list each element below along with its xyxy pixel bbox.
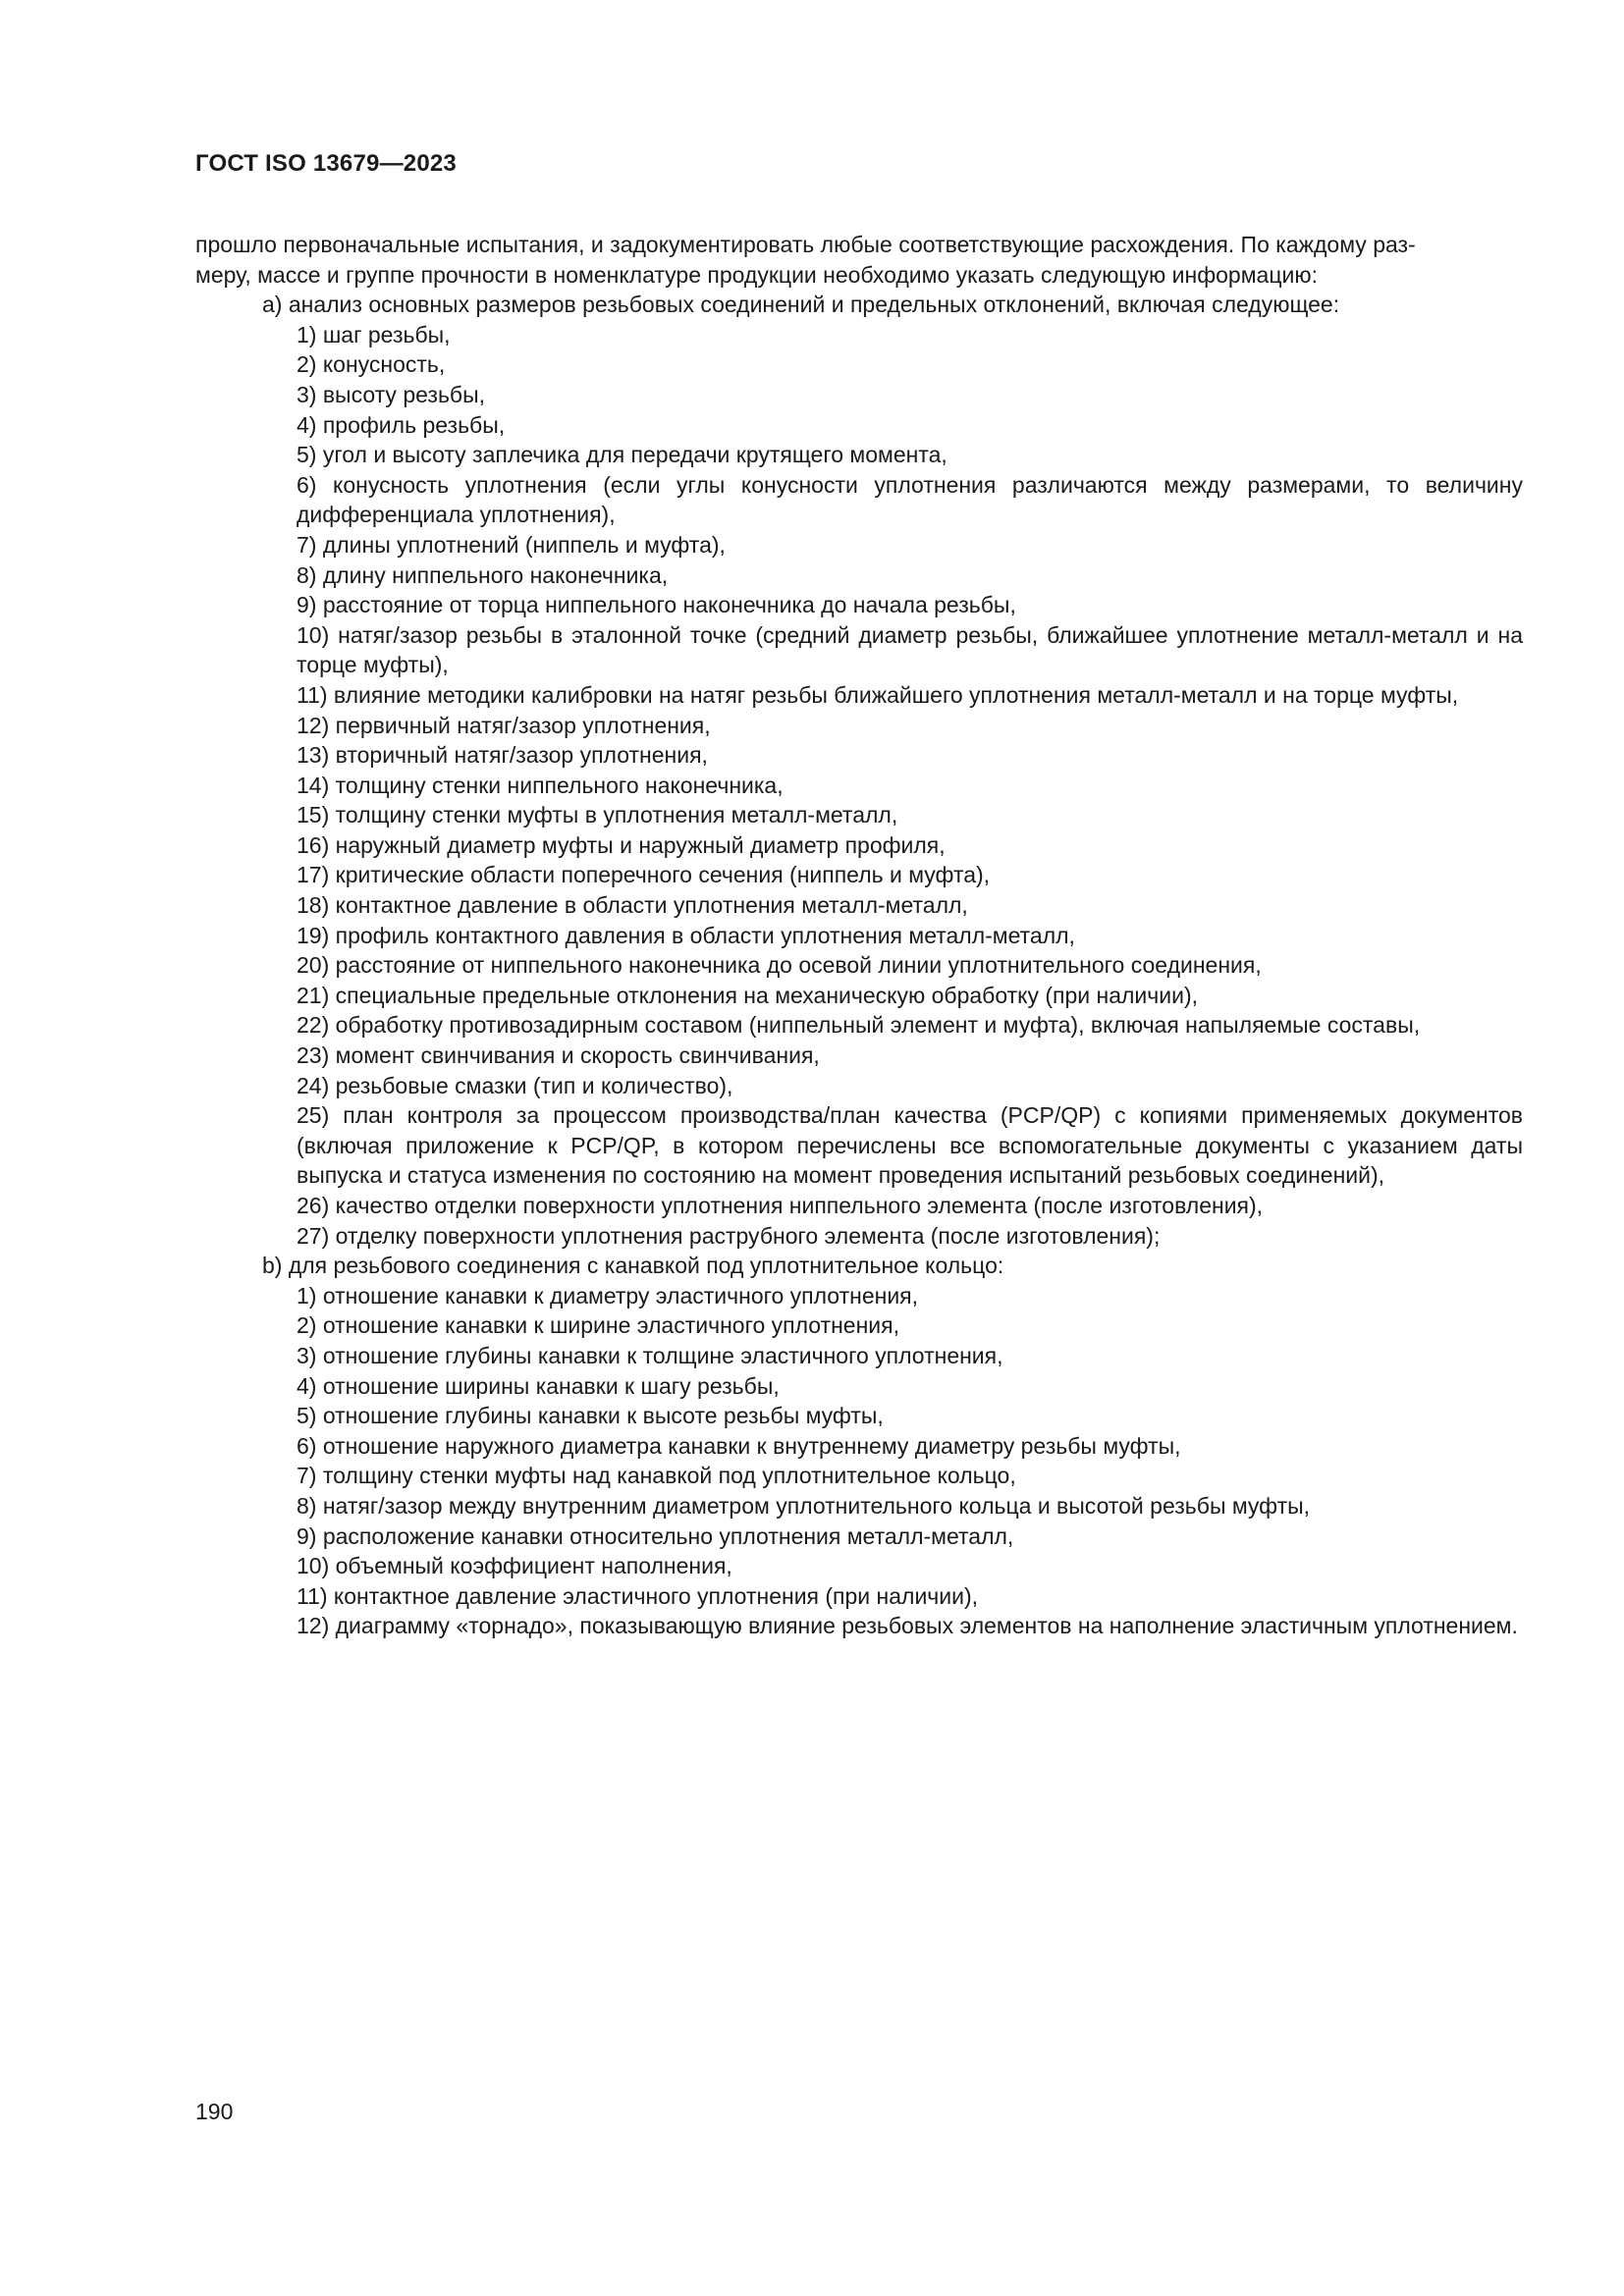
- list-item: 10) натяг/зазор резьбы в эталонной точке (средний диаметр резьбы, ближайшее уплотнение металл-металл и на торце муфты),: [297, 621, 1523, 678]
- list-item: 26) качество отделки поверхности уплотнения ниппельного элемента (после изготовления),: [297, 1193, 1264, 1218]
- list-item: 6) конусность уплотнения (если углы конусности уплотнения различаются между размерами, то величину дифференциала уплотнения),: [297, 471, 1523, 528]
- intro-line-1: прошло первоначальные испытания, и задокументировать любые соответствующие расхождения. По каждому раз-: [195, 232, 1416, 257]
- document-body: [195, 230, 1523, 1641]
- list-item: 5) отношение глубины канавки к высоте резьбы муфты,: [297, 1403, 884, 1429]
- list-item: 20) расстояние от ниппельного наконечника до осевой линии уплотнительного соединения,: [297, 952, 1262, 979]
- list-item: 4) отношение ширины канавки к шагу резьбы,: [297, 1372, 780, 1399]
- list-item: 4) профиль резьбы,: [297, 411, 506, 438]
- list-item: 10) объемный коэффициент наполнения,: [297, 1553, 732, 1579]
- list-item: 1) отношение канавки к диаметру эластичного уплотнения,: [297, 1282, 919, 1308]
- list-item: 15) толщину стенки муфты в уплотнения металл-металл,: [297, 802, 898, 828]
- intro-line-2: меру, массе и группе прочности в номенклатуре продукции необходимо указать следующую информацию:: [195, 261, 1318, 288]
- list-item: 14) толщину стенки ниппельного наконечника,: [297, 772, 784, 798]
- list-item: 8) длину ниппельного наконечника,: [297, 561, 669, 588]
- section-a-list: [195, 320, 1523, 1251]
- list-item: 25) план контроля за процессом производства/план качества (PCP/QP) с копиями применяемых документов (включая приложение к PCP/QP, в котором перечислены все вспомогательные документы с указанием даты выпуска и статуса изменения по состоянию на момент проведения испытаний резьбовых соединений),: [297, 1102, 1523, 1189]
- section-b-label: b) для резьбового соединения с канавкой под уплотнительное кольцо:: [262, 1253, 1004, 1279]
- list-item: 3) отношение глубины канавки к толщине эластичного уплотнения,: [297, 1342, 1003, 1368]
- list-item: 5) угол и высоту заплечика для передачи крутящего момента,: [297, 442, 947, 468]
- list-item: 21) специальные предельные отклонения на механическую обработку (при наличии),: [297, 982, 1198, 1008]
- list-item: 11) контактное давление эластичного уплотнения (при наличии),: [297, 1582, 979, 1609]
- section-a-label: а) анализ основных размеров резьбовых соединений и предельных отклонений, включая следующее:: [262, 292, 1340, 318]
- page-number: 190: [195, 2099, 234, 2124]
- list-item: 2) отношение канавки к ширине эластичного уплотнения,: [297, 1312, 899, 1339]
- list-item: 3) высоту резьбы,: [297, 381, 486, 407]
- list-item: 16) наружный диаметр муфты и наружный диаметр профиля,: [297, 831, 946, 858]
- list-item: 12) диаграмму «торнадо», показывающую влияние резьбовых элементов на наполнение эластичным уплотнением.: [297, 1613, 1518, 1639]
- list-item: 24) резьбовые смазки (тип и количество),: [297, 1072, 733, 1098]
- list-item: 9) расположение канавки относительно уплотнения металл-металл,: [297, 1522, 1014, 1549]
- section-b-list: [195, 1281, 1523, 1641]
- list-item: 7) толщину стенки муфты над канавкой под уплотнительное кольцо,: [297, 1463, 1016, 1489]
- list-item: 2) конусность,: [297, 351, 446, 378]
- list-item: 27) отделку поверхности уплотнения раструбного элемента (после изготовления);: [297, 1222, 1161, 1249]
- list-item: 19) профиль контактного давления в области уплотнения металл-металл,: [297, 922, 1075, 948]
- intro-paragraph: [195, 230, 1523, 290]
- document-header: ГОСТ ISO 13679—2023: [195, 150, 457, 177]
- list-item: 9) расстояние от торца ниппельного наконечника до начала резьбы,: [297, 592, 1016, 618]
- list-item: 7) длины уплотнений (ниппель и муфта),: [297, 531, 726, 558]
- list-item: 6) отношение наружного диаметра канавки к внутреннему диаметру резьбы муфты,: [297, 1432, 1181, 1459]
- list-item: 17) критические области поперечного сечения (ниппель и муфта),: [297, 862, 991, 888]
- list-item: 1) шаг резьбы,: [297, 321, 451, 347]
- list-item: 13) вторичный натяг/зазор уплотнения,: [297, 742, 708, 769]
- list-item: 18) контактное давление в области уплотнения металл-металл,: [297, 892, 968, 919]
- list-item: 8) натяг/зазор между внутренним диаметром уплотнительного кольца и высотой резьбы муфты,: [297, 1492, 1311, 1519]
- list-item: 22) обработку противозадирным составом (ниппельный элемент и муфта), включая напыляемые составы,: [297, 1012, 1421, 1039]
- list-item: 11) влияние методики калибровки на натяг резьбы ближайшего уплотнения металл-металл и на торце муфты,: [297, 681, 1459, 708]
- list-item: 23) момент свинчивания и скорость свинчивания,: [297, 1042, 820, 1069]
- list-item: 12) первичный натяг/зазор уплотнения,: [297, 712, 711, 738]
